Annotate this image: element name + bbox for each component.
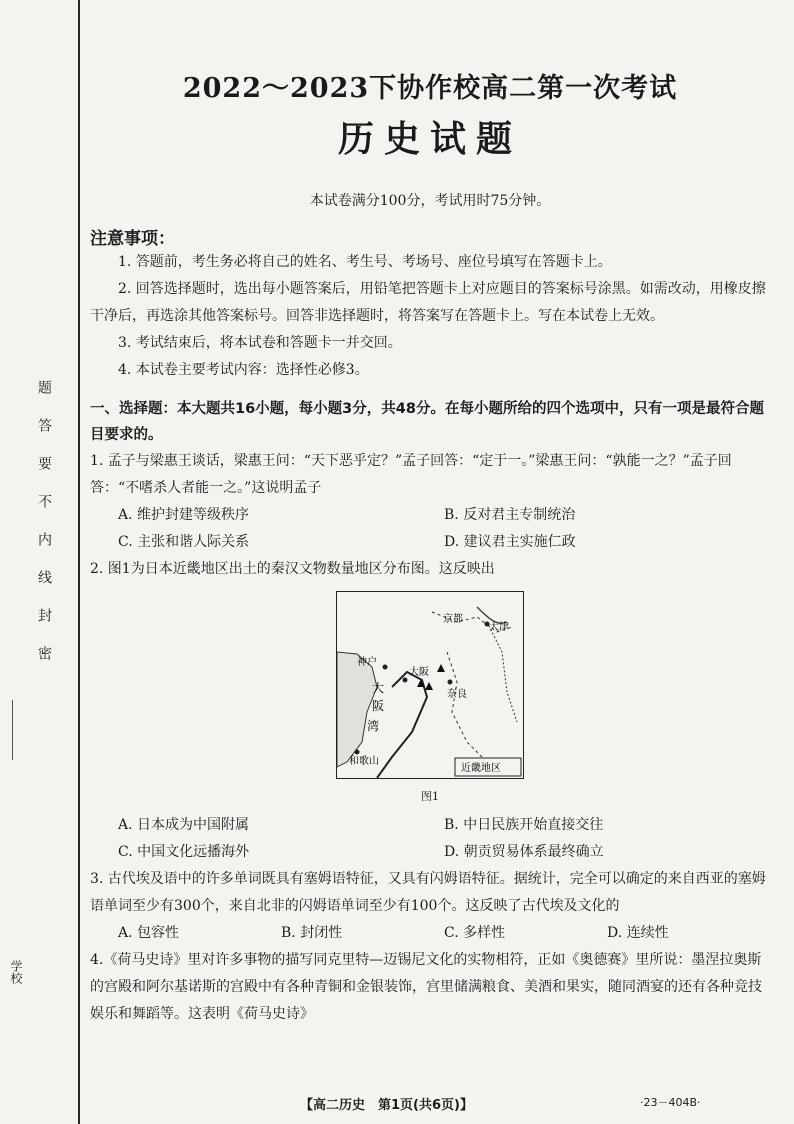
coastline <box>377 672 427 778</box>
school-label: 学校 <box>9 960 23 984</box>
map-label-nara: 奈良 <box>447 689 467 700</box>
sealed-line-notice: 题答要不内线封密 <box>36 380 52 684</box>
option-d: D. 朝贡贸易体系最终确立 <box>444 844 604 860</box>
options <box>90 920 770 947</box>
notice-item: 1. 答题前，考生务必将自己的姓名、考生号、考场号、座位号填写在答题卡上。 <box>118 254 612 270</box>
section-heading: 一、选择题：本大题共16小题，每小题3分，共48分。在每小题所给的四个选项中，只有一项是最符合题目要求的。 <box>90 401 764 443</box>
exam-title: 2022～2023下协作校高二第一次考试 <box>182 73 678 104</box>
kinki-map <box>336 591 524 779</box>
question-1 <box>90 448 770 556</box>
map-region-label: 近畿地区 <box>461 763 501 774</box>
margin-fill-line <box>12 700 13 760</box>
osaka-marker <box>403 678 408 683</box>
subject-title: 历史试题 <box>337 118 522 160</box>
lake-biwa <box>477 607 507 623</box>
artifact-marker <box>437 664 445 672</box>
notice-list <box>90 249 770 384</box>
option-d: D. 建议君主实施仁政 <box>444 534 576 550</box>
notice-item: 3. 考试结束后，将本试卷和答题卡一并交回。 <box>118 335 402 351</box>
map-label-bay: 阪 <box>372 699 385 713</box>
question-3 <box>90 866 770 947</box>
option-c: C. 中国文化远播海外 <box>118 844 250 860</box>
options <box>90 502 770 556</box>
exam-info: 本试卷满分100分，考试用时75分钟。 <box>309 193 551 209</box>
option-b: B. 封闭性 <box>281 925 343 941</box>
map-label-kyoto: 京都 <box>443 614 463 625</box>
kobe-marker <box>383 665 388 670</box>
border-line <box>487 622 517 722</box>
wakayama-marker <box>355 750 360 755</box>
artifact-marker <box>425 682 433 690</box>
map-label-otsu: 大津 <box>489 622 509 633</box>
option-b: B. 反对君主专制统治 <box>444 507 576 523</box>
map-label-osaka: 大阪 <box>409 667 429 678</box>
map-label-wakayama: 和歌山 <box>349 756 379 767</box>
question-stem: 1. 孟子与梁惠王谈话，梁惠王问：“天下恶乎定？”孟子回答：“定于一。”梁惠王问：“孰能一之？”孟子回答：“不嗜杀人者能一之。”这说明孟子 <box>90 453 732 496</box>
exam-code: ·23－404B· <box>640 1096 701 1109</box>
question-2 <box>90 556 770 866</box>
option-c: C. 主张和谐人际关系 <box>118 534 250 550</box>
notice-item: 2. 回答选择题时，选出每小题答案后，用铅笔把答题卡上对应题目的答案标号涂黑。如需改动，用橡皮擦干净后，再选涂其他答案标号。回答非选择题时，将答案写在答题卡上。写在本试卷上无效。 <box>90 281 766 324</box>
nara-marker <box>448 680 453 685</box>
option-b: B. 中日民族开始直接交往 <box>444 817 604 833</box>
question-4 <box>90 947 770 1028</box>
option-d: D. 连续性 <box>607 925 669 941</box>
question-stem: 4.《荷马史诗》里对许多事物的描写同克里特—迈锡尼文化的实物相符，正如《奥德赛》里所说：墨涅拉奥斯的宫殿和阿尔基诺斯的宫殿中有各种青铜和金银装饰，宫里储满粮食、美酒和果实，随同酒宴的还有各种竞技娱乐和舞蹈等。这表明《荷马史诗》 <box>90 952 762 1022</box>
map-label-bay: 湾 <box>367 719 380 733</box>
margin-rule <box>78 0 80 1124</box>
map-label-kobe: 神户 <box>357 657 377 668</box>
exam-content <box>90 60 770 1028</box>
notice-item: 4. 本试卷主要考试内容：选择性必修3。 <box>118 362 369 378</box>
option-c: C. 多样性 <box>444 925 506 941</box>
notice-heading: 注意事项： <box>90 229 175 249</box>
option-a: A. 日本成为中国附属 <box>118 817 250 833</box>
option-a: A. 维护封建等级秩序 <box>118 507 250 523</box>
page-footer: 【高二历史 第1页(共6页)】 <box>300 1098 473 1113</box>
figure-caption: 图1 <box>421 790 439 803</box>
border-line <box>447 652 487 762</box>
question-stem: 3. 古代埃及语中的许多单词既具有塞姆语特征，又具有闪姆语特征。据统计，完全可以确定的来自西亚的塞姆语单词至少有300个，来自北非的闪姆语单词至少有100个。这反映了古代埃及文化的 <box>90 871 766 914</box>
map-label-bay: 大 <box>372 681 385 695</box>
figure-1 <box>90 591 770 810</box>
question-stem: 2. 图1为日本近畿地区出土的秦汉文物数量地区分布图。这反映出 <box>90 561 495 577</box>
option-a: A. 包容性 <box>118 925 180 941</box>
options <box>90 812 770 866</box>
